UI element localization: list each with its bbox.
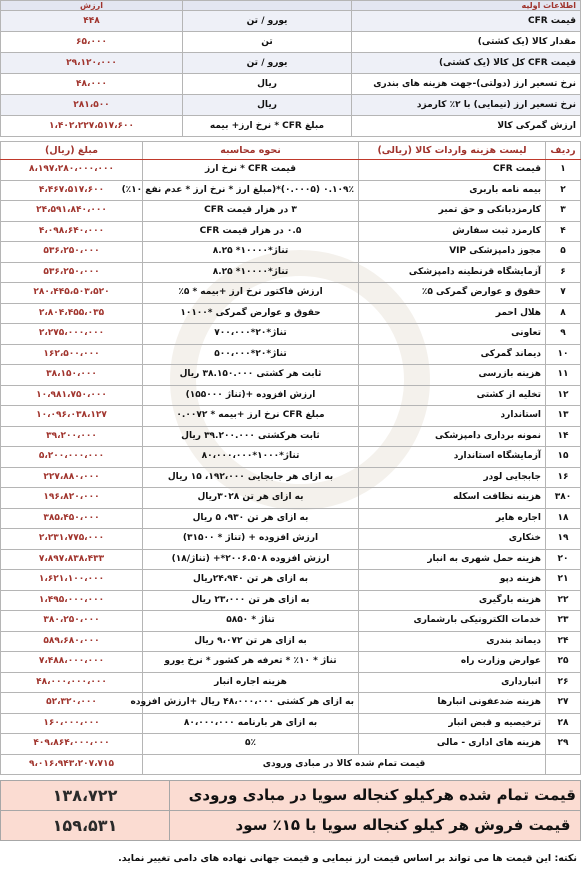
cost-name: نمونه برداری دامپزشکی: [359, 426, 546, 447]
cost-row: [1, 672, 581, 693]
info-label: قیمت CFR: [352, 11, 581, 32]
cost-formula: به ازای هر بارنامه ۸۰،۰۰۰،۰۰۰: [143, 713, 359, 734]
cost-amount: ۱۶۲،۵۰۰،۰۰۰: [1, 344, 143, 365]
cost-name: دیماند گمرکی: [359, 344, 546, 365]
info-unit: یورو / تن: [183, 11, 352, 32]
info-label: نرخ تسعیر ارز (دولتی)-جهت هزینه های بندری: [352, 74, 581, 95]
cost-formula: قیمت CFR * نرخ ارز: [143, 160, 359, 181]
row-number: ۲۲: [546, 590, 581, 611]
cost-name: مجوز دامپزشکی VIP: [359, 242, 546, 263]
info-value: ۴۸،۰۰۰: [1, 74, 183, 95]
cost-row: [1, 406, 581, 427]
header-amount: مبلغ (ریال): [1, 142, 143, 160]
cost-formula: تناژ*۱۰۰۰*۸۰،۰۰۰،۰۰۰: [143, 447, 359, 468]
cost-row: [1, 283, 581, 304]
row-number: ۷: [546, 283, 581, 304]
cost-row: [1, 160, 581, 181]
cost-formula: هزینه اجاره انبار: [143, 672, 359, 693]
cost-name: هزینه های اداری - مالی: [359, 734, 546, 755]
row-number: ۳۸۰: [546, 488, 581, 509]
cost-row: [1, 570, 581, 591]
cost-row: [1, 262, 581, 283]
cost-row: [1, 447, 581, 468]
cost-formula: به ازای هر کشتی ۴۸،۰۰۰،۰۰۰ ریال +ارزش افزوده: [143, 693, 359, 714]
cost-formula: ثابت هر کشتی ۳۸.۱۵۰.۰۰۰ ریال: [143, 365, 359, 386]
row-number: ۲۳: [546, 611, 581, 632]
cost-amount: ۵۸۹،۶۸۰،۰۰۰: [1, 631, 143, 652]
info-row: [1, 32, 581, 53]
cost-amount: ۲،۸۰۴،۴۵۵،۰۳۵: [1, 303, 143, 324]
cost-amount: ۲،۲۳۱،۷۷۵،۰۰۰: [1, 529, 143, 550]
cost-row: [1, 242, 581, 263]
info-value: ۶۵،۰۰۰: [1, 32, 183, 53]
cost-row: [1, 365, 581, 386]
cost-amount: ۱،۴۹۵،۰۰۰،۰۰۰: [1, 590, 143, 611]
cost-amount: ۵۳۶،۲۵۰،۰۰۰: [1, 262, 143, 283]
cost-formula: ارزش افزوده ۲۰۰۶.۵۰۸*+ (تناژ/۱۸): [143, 549, 359, 570]
cost-row: [1, 693, 581, 714]
cost-formula: ارزش افزوده +(تناژ ۱۵۵۰۰۰): [143, 385, 359, 406]
cost-formula: ۰.۵ در هزار قیمت CFR: [143, 221, 359, 242]
cost-name: خدمات الکترونیکی بارشماری: [359, 611, 546, 632]
cost-row: [1, 303, 581, 324]
row-number: ۸: [546, 303, 581, 324]
info-unit: تن: [183, 32, 352, 53]
cost-amount: ۵۲،۳۲۰،۰۰۰: [1, 693, 143, 714]
cost-name: دیماند بندری: [359, 631, 546, 652]
info-header-title: اطلاعات اولیه: [352, 1, 581, 11]
cost-formula: تناژ*۱۰۰۰۰* ۸.۲۵: [143, 242, 359, 263]
cost-formula: به ازای هر تن ۲۳،۰۰۰ ریال: [143, 590, 359, 611]
cost-name: هزینه بارگیری: [359, 590, 546, 611]
row-number: ۲۰: [546, 549, 581, 570]
info-label: قیمت CFR کل کالا (یک کشتی): [352, 53, 581, 74]
cost-formula: به ازای هر تن ۹۳۰، ۵ ریال: [143, 508, 359, 529]
cost-row: [1, 529, 581, 550]
cost-formula: حقوق و عوارض گمرکی *۱۰۱۰۰: [143, 303, 359, 324]
cost-row: [1, 713, 581, 734]
cost-amount: ۱۰،۰۹۶،۰۳۸،۱۲۷: [1, 406, 143, 427]
cost-amount: ۱،۶۲۱،۱۰۰،۰۰۰: [1, 570, 143, 591]
cost-amount: ۵،۲۰۰،۰۰۰،۰۰۰: [1, 447, 143, 468]
row-number: ۱۸: [546, 508, 581, 529]
row-number: ۹: [546, 324, 581, 345]
cost-amount: ۲،۲۷۵،۰۰۰،۰۰۰: [1, 324, 143, 345]
row-number: ۱۱: [546, 365, 581, 386]
cost-row: [1, 549, 581, 570]
header-row-number: ردیف: [546, 142, 581, 160]
info-value: ۲۹،۱۲۰،۰۰۰: [1, 53, 183, 74]
info-unit: یورو / تن: [183, 53, 352, 74]
summary-row: [1, 781, 581, 811]
cost-formula: ۳ در هزار قیمت CFR: [143, 201, 359, 222]
info-row: [1, 95, 581, 116]
info-row: [1, 74, 581, 95]
footnote: نکته: این قیمت ها می تواند بر اساس قیمت ارز نیمایی و قیمت جهانی نهاده های دامی تغییر نماید.: [118, 853, 577, 864]
cost-name: هلال احمر: [359, 303, 546, 324]
cost-name: هزینه نظافت اسکله: [359, 488, 546, 509]
cost-row: [1, 426, 581, 447]
info-unit: ریال: [183, 95, 352, 116]
row-number: ۴: [546, 221, 581, 242]
info-row: [1, 11, 581, 32]
cost-amount: ۴۰۹،۸۶۴،۰۰۰،۰۰۰: [1, 734, 143, 755]
info-row: [1, 116, 581, 137]
cost-name: تعاونی: [359, 324, 546, 345]
cost-name: آزمایشگاه استاندارد: [359, 447, 546, 468]
cost-name: حقوق و عوارض گمرکی ۵٪: [359, 283, 546, 304]
cost-formula: تناژ*۲۰*۵۰۰،۰۰۰: [143, 344, 359, 365]
cost-name: استاندارد: [359, 406, 546, 427]
cost-name: انبارداری: [359, 672, 546, 693]
total-row: [1, 754, 581, 775]
cost-formula: تناژ*۲۰*۷۰۰،۰۰۰: [143, 324, 359, 345]
cost-formula: ثابت هرکشتی ۳۹.۲۰۰.۰۰۰ ریال: [143, 426, 359, 447]
cost-row: [1, 590, 581, 611]
info-header-value: ارزش: [1, 1, 183, 11]
cost-formula: به ازای هر تن ۲۴،۹۴۰ریال: [143, 570, 359, 591]
cost-name: کارمزد ثبت سفارش: [359, 221, 546, 242]
cost-amount: ۴،۴۶۷،۵۱۷،۶۰۰: [1, 180, 143, 201]
info-header-unit: [183, 1, 352, 11]
cost-name: اجاره هایر: [359, 508, 546, 529]
row-number: ۱۳: [546, 406, 581, 427]
info-row: [1, 53, 581, 74]
cost-name: هزینه بازرسی: [359, 365, 546, 386]
summary-value: ۱۵۹،۵۳۱: [1, 811, 170, 841]
row-number: ۱۴: [546, 426, 581, 447]
cost-row: [1, 508, 581, 529]
summary-label: قیمت تمام شده هرکیلو کنجاله سویا در مبادی ورودی: [170, 781, 581, 811]
cost-name: جابجایی لودر: [359, 467, 546, 488]
cost-row: [1, 611, 581, 632]
row-number: ۲۷: [546, 693, 581, 714]
cost-formula: ۵٪: [143, 734, 359, 755]
cost-amount: ۸،۱۹۷،۲۸۰،۰۰۰،۰۰۰: [1, 160, 143, 181]
import-cost-table: [0, 141, 581, 775]
cost-amount: ۲۸۰،۴۴۵،۵۰۳،۵۲۰: [1, 283, 143, 304]
cost-name: هزینه دپو: [359, 570, 546, 591]
row-number: ۲۶: [546, 672, 581, 693]
row-number: ۱۶: [546, 467, 581, 488]
cost-name: تخلیه از کشتی: [359, 385, 546, 406]
cost-formula: به ازای هر جابجایی ۱۹۲،۰۰۰، ۱۵ ریال: [143, 467, 359, 488]
cost-header-row: [1, 142, 581, 160]
row-number: ۲۱: [546, 570, 581, 591]
cost-name: کارمزدبانکی و حق تمبر: [359, 201, 546, 222]
cost-row: [1, 180, 581, 201]
cost-name: عوارض وزارت راه: [359, 652, 546, 673]
cost-row: [1, 344, 581, 365]
cost-row: [1, 631, 581, 652]
cost-amount: ۲۲۷،۸۸۰،۰۰۰: [1, 467, 143, 488]
cost-row: [1, 385, 581, 406]
row-number: ۲۵: [546, 652, 581, 673]
cost-formula: ارزش فاکتور نرخ ارز +بیمه * ۵٪: [143, 283, 359, 304]
cost-amount: ۴،۰۹۸،۶۴۰،۰۰۰: [1, 221, 143, 242]
cost-formula: ۰.۱۰۹٪ (۰.۰۰۰۵)*(مبلغ ارز * نرخ ارز * عدم نفع ۱۰٪): [143, 180, 359, 201]
info-value: ۱،۴۰۲،۲۲۷،۵۱۷،۶۰۰: [1, 116, 183, 137]
row-number: ۱: [546, 160, 581, 181]
summary-label: قیمت فروش هر کیلو کنجاله سویا با ۱۵٪ سود: [170, 811, 581, 841]
info-header-row: [1, 1, 581, 11]
cost-formula: به ازای هر تن ۹،۰۷۲ ریال: [143, 631, 359, 652]
cost-row: [1, 652, 581, 673]
row-number: ۲۴: [546, 631, 581, 652]
info-label: ارزش گمرکی کالا: [352, 116, 581, 137]
total-label: قیمت تمام شده کالا در مبادی ورودی: [143, 754, 546, 775]
cost-formula: به ازای هر تن ۳۰۲۸ریال: [143, 488, 359, 509]
row-number: ۲: [546, 180, 581, 201]
row-number: ۵: [546, 242, 581, 263]
total-amount: ۹،۰۱۶،۹۴۳،۲۰۷،۷۱۵: [1, 754, 143, 775]
cost-amount: ۵۳۶،۲۵۰،۰۰۰: [1, 242, 143, 263]
cost-amount: ۱۰،۹۸۱،۷۵۰،۰۰۰: [1, 385, 143, 406]
total-empty-cell: [546, 754, 581, 775]
cost-formula: تناژ * ۱۰٪ * تعرفه هر کشور * نرخ یورو: [143, 652, 359, 673]
cost-name: قیمت CFR: [359, 160, 546, 181]
cost-row: [1, 324, 581, 345]
info-unit: ریال: [183, 74, 352, 95]
row-number: ۳: [546, 201, 581, 222]
cost-amount: ۲۴،۵۹۱،۸۴۰،۰۰۰: [1, 201, 143, 222]
cost-amount: ۴۸،۰۰۰،۰۰۰،۰۰۰: [1, 672, 143, 693]
cost-name: ترخیصیه و قبض انبار: [359, 713, 546, 734]
cost-amount: ۳۸،۱۵۰،۰۰۰: [1, 365, 143, 386]
cost-name: بیمه نامه باربری: [359, 180, 546, 201]
cost-name: خنکاری: [359, 529, 546, 550]
header-formula: نحوه محاسبه: [143, 142, 359, 160]
info-value: ۴۴۸: [1, 11, 183, 32]
cost-name: هزینه حمل شهری به انبار: [359, 549, 546, 570]
summary-table: [0, 780, 581, 841]
cost-row: [1, 734, 581, 755]
cost-amount: ۷،۸۹۷،۸۳۸،۴۳۳: [1, 549, 143, 570]
cost-amount: ۱۹۶،۸۲۰،۰۰۰: [1, 488, 143, 509]
summary-row: [1, 811, 581, 841]
cost-amount: ۳۸۵،۴۵۰،۰۰۰: [1, 508, 143, 529]
cost-row: [1, 488, 581, 509]
cost-name: آزمایشگاه قرنطینه دامپزشکی: [359, 262, 546, 283]
cost-formula: ارزش افزوده + (تناژ * ۳۱۵۰۰): [143, 529, 359, 550]
row-number: ۱۹: [546, 529, 581, 550]
summary-value: ۱۳۸،۷۲۲: [1, 781, 170, 811]
row-number: ۲۹: [546, 734, 581, 755]
cost-row: [1, 221, 581, 242]
cost-amount: ۳۹،۲۰۰،۰۰۰: [1, 426, 143, 447]
info-value: ۲۸۱،۵۰۰: [1, 95, 183, 116]
row-number: ۶: [546, 262, 581, 283]
cost-formula: تناژ*۱۰۰۰۰* ۸.۲۵: [143, 262, 359, 283]
info-label: مقدار کالا (یک کشتی): [352, 32, 581, 53]
cost-formula: مبلغ CFR نرخ ارز +بیمه * ۰.۰۰۷۲: [143, 406, 359, 427]
header-cost-name: لیست هزینه واردات کالا (ریالی): [359, 142, 546, 160]
cost-amount: ۱۶۰،۰۰۰،۰۰۰: [1, 713, 143, 734]
row-number: ۱۵: [546, 447, 581, 468]
row-number: ۱۰: [546, 344, 581, 365]
row-number: ۲۸: [546, 713, 581, 734]
cost-name: هزینه ضدعفونی انبارها: [359, 693, 546, 714]
initial-info-table: [0, 0, 581, 137]
cost-row: [1, 467, 581, 488]
row-number: ۱۲: [546, 385, 581, 406]
cost-amount: ۷،۴۸۸،۰۰۰،۰۰۰: [1, 652, 143, 673]
cost-amount: ۳۸۰،۲۵۰،۰۰۰: [1, 611, 143, 632]
cost-formula: تناژ * ۵۸۵۰: [143, 611, 359, 632]
info-label: نرخ تسعیر ارز (نیمایی) با ۲٪ کارمزد: [352, 95, 581, 116]
cost-row: [1, 201, 581, 222]
info-unit: مبلغ CFR * نرخ ارز+ بیمه: [183, 116, 352, 137]
